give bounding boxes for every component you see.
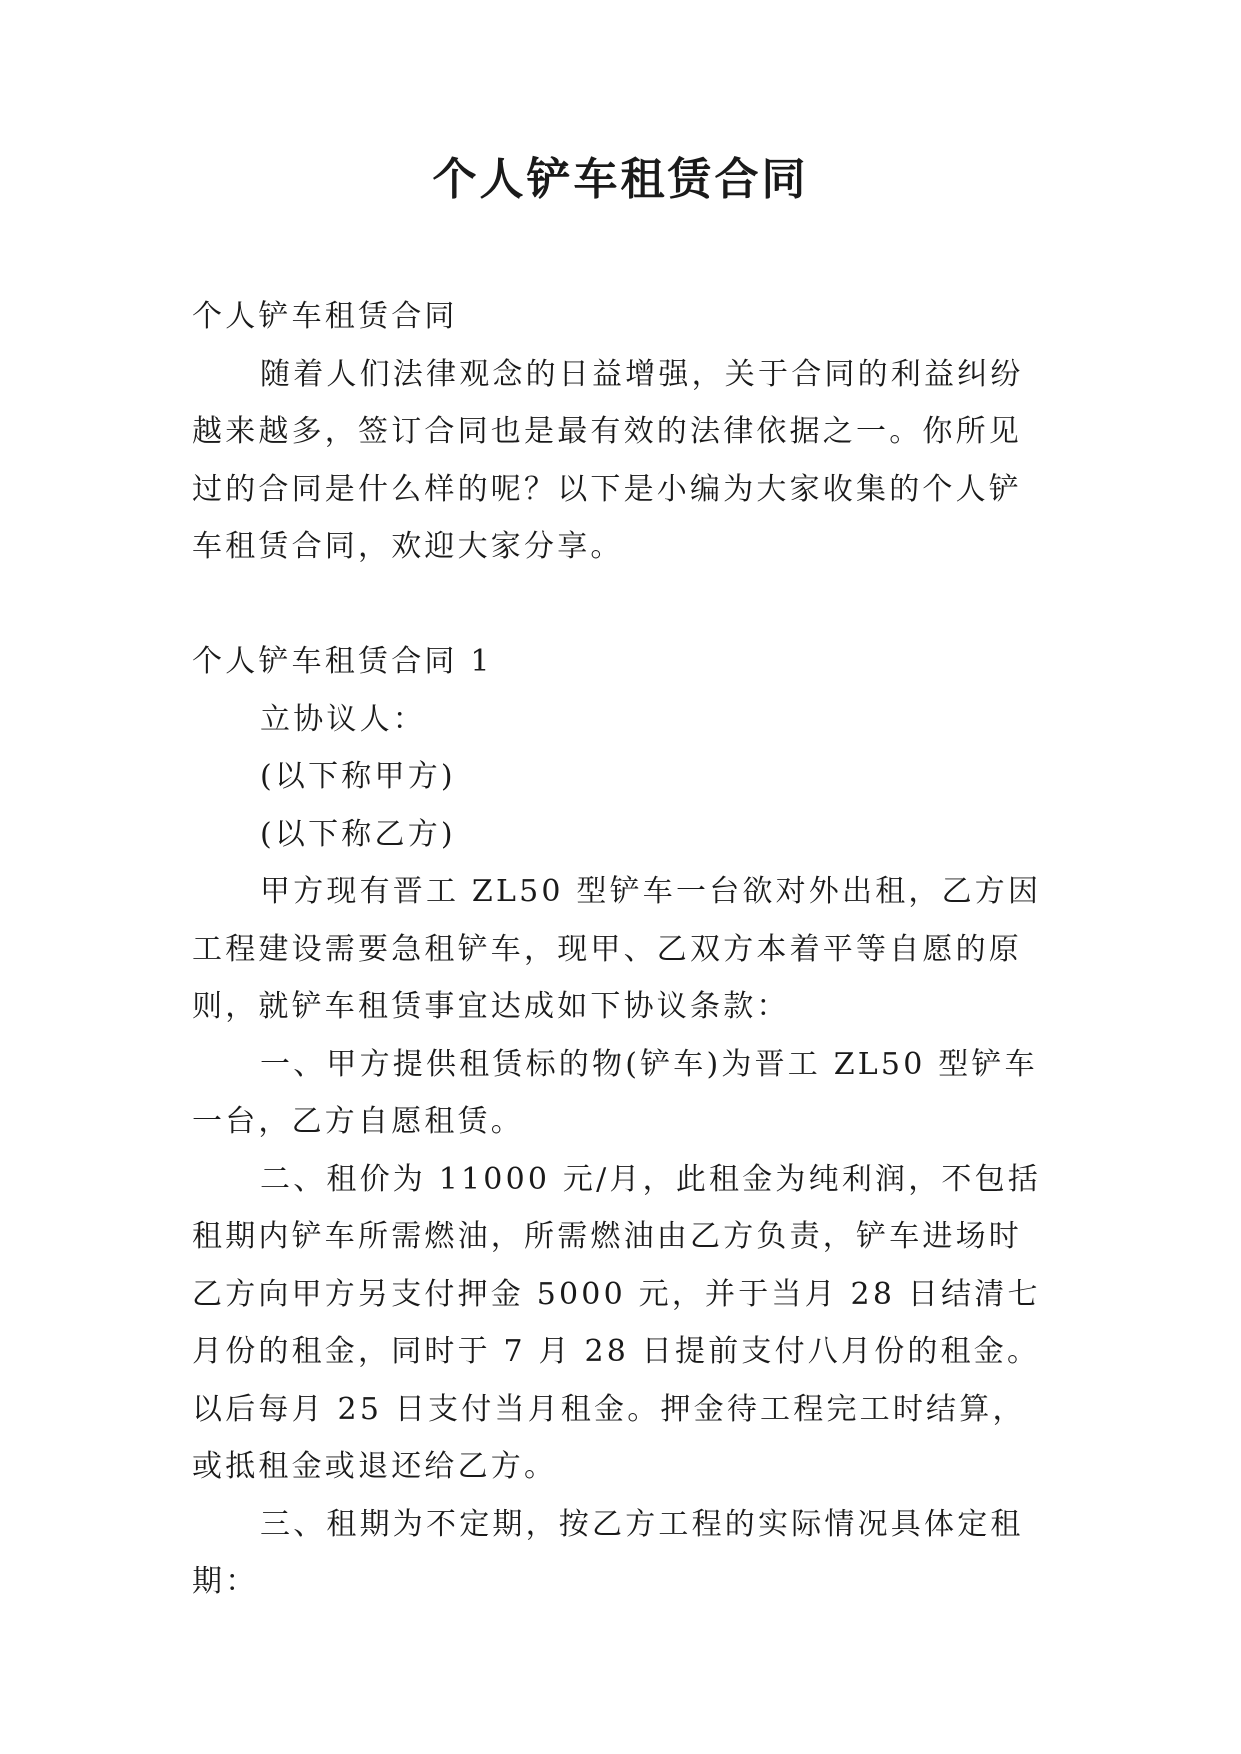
document-title: 个人铲车租赁合同 bbox=[432, 154, 809, 205]
clause-2: 二、租价为 11000 元/月，此租金为纯利润，不包括租期内铲车所需燃油，所需燃油由乙方负责，铲车进场时乙方向甲方另支付押金 5000 元，并于当月 28 日结清七月份的租金，同时于 7 月 28 日提前支付八月份的租金。以后每月 25 日支付当月租金。押金待工程完工时结算，或抵租金或退还给乙方。 bbox=[192, 1161, 1042, 1484]
party-a-line: (以下称甲方) bbox=[260, 759, 456, 794]
clause-1: 一、甲方提供租赁标的物(铲车)为晋工 ZL50 型铲车一台，乙方自愿租赁。 bbox=[192, 1046, 1038, 1139]
clause-3: 三、租期为不定期，按乙方工程的实际情况具体定租期： bbox=[192, 1506, 1024, 1599]
contract-heading: 个人铲车租赁合同 1 bbox=[192, 644, 493, 679]
document-body bbox=[192, 288, 1050, 1611]
intro-paragraph: 随着人们法律观念的日益增强，关于合同的利益纠纷越来越多，签订合同也是最有效的法律依据之一。你所见过的合同是什么样的呢？以下是小编为大家收集的个人铲车租赁合同，欢迎大家分享。 bbox=[192, 356, 1024, 564]
party-b-line: (以下称乙方) bbox=[260, 816, 456, 852]
section-heading: 个人铲车租赁合同 bbox=[192, 299, 458, 334]
party-label: 立协议人： bbox=[260, 701, 426, 737]
paragraph-spacer bbox=[192, 576, 1050, 634]
preamble-paragraph: 甲方现有晋工 ZL50 型铲车一台欲对外出租，乙方因工程建设需要急租铲车，现甲、乙双方本着平等自愿的原则，就铲车租赁事宜达成如下协议条款： bbox=[192, 874, 1042, 1024]
